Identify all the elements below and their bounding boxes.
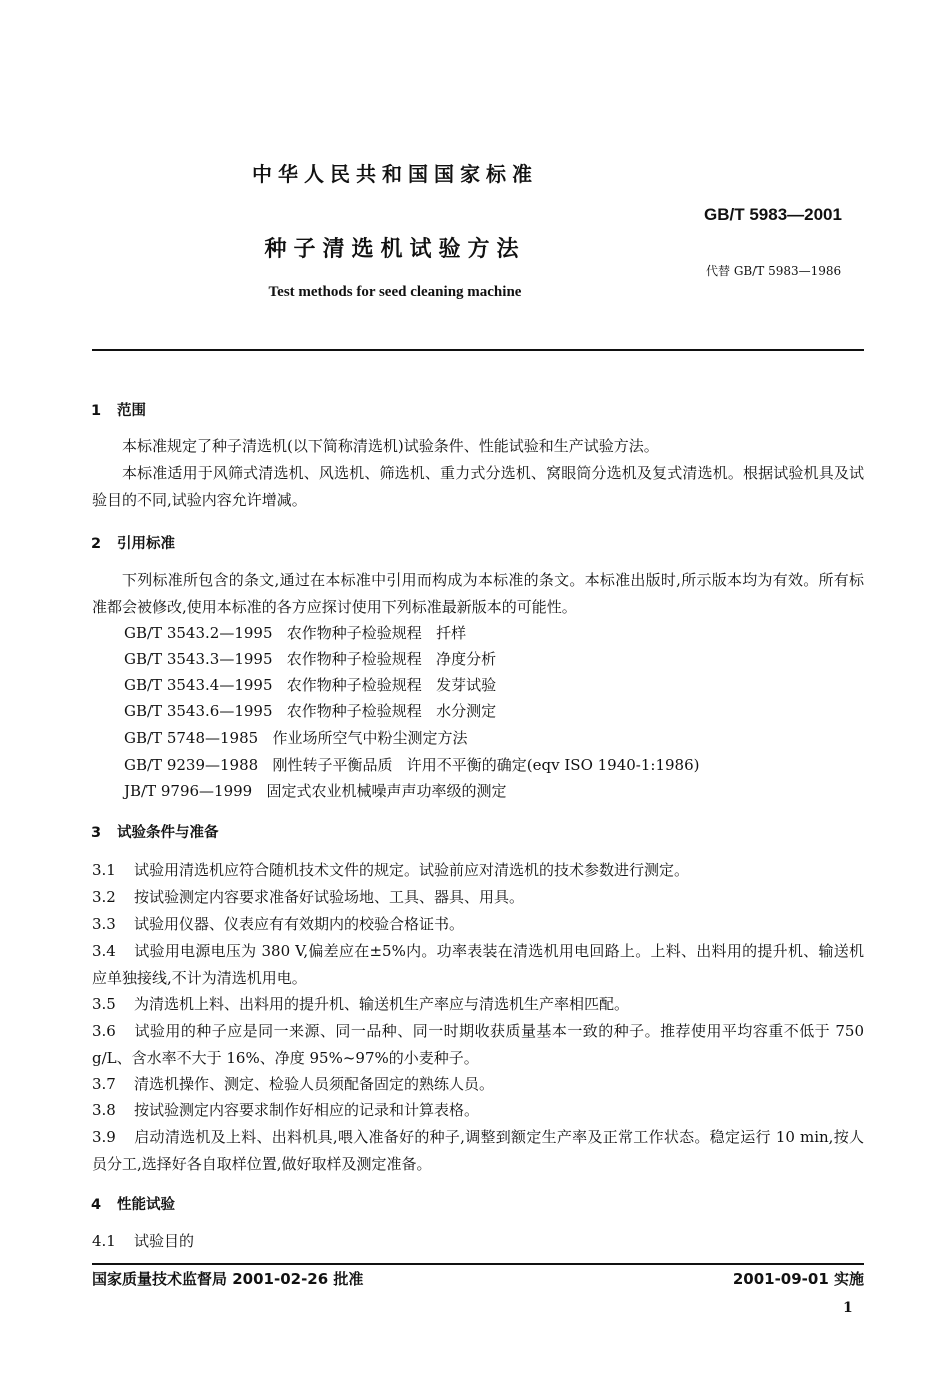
section-2-heading bbox=[91, 532, 175, 553]
section-2-paragraph-1: 下列标准所包含的条文,通过在本标准中引用而构成为本标准的条文。本标准出版时,所示版本均为有效。所有标准都会被修改,使用本标准的各方应探讨使用下列标准最新版本的可能性。 bbox=[92, 571, 864, 616]
document-title-english: Test methods for seed cleaning machine bbox=[268, 284, 522, 300]
reference-standard: JB/T 9796—1999 固定式农业机械噪声声功率级的测定 bbox=[124, 782, 507, 800]
section-title: 试验条件与准备 bbox=[117, 825, 219, 841]
reference-standard: GB/T 3543.6—1995 农作物种子检验规程 水分测定 bbox=[124, 702, 497, 720]
footer-divider bbox=[92, 1263, 864, 1265]
clause-item: 3.3 试验用仪器、仪表应有有效期内的校验合格证书。 bbox=[92, 915, 465, 933]
section-title: 性能试验 bbox=[117, 1197, 175, 1213]
standard-number: GB/T 5983—2001 bbox=[704, 205, 842, 224]
section-number: 4 bbox=[91, 1197, 102, 1213]
section-number: 3 bbox=[91, 825, 102, 841]
section-number: 1 bbox=[91, 403, 102, 419]
standard-organization: 中华人民共和国国家标准 bbox=[252, 162, 538, 186]
section-title: 引用标准 bbox=[117, 536, 175, 552]
section-1-paragraph-1: 本标准规定了种子清选机(以下简称清选机)试验条件、性能试验和生产试验方法。 bbox=[122, 437, 659, 455]
clause-item: 3.5 为清选机上料、出料用的提升机、输送机生产率应与清选机生产率相匹配。 bbox=[92, 995, 630, 1013]
page-number: 1 bbox=[843, 1300, 853, 1316]
section-3-heading bbox=[91, 821, 219, 842]
reference-standard: GB/T 3543.3—1995 农作物种子检验规程 净度分析 bbox=[124, 650, 497, 668]
reference-standard: GB/T 3543.2—1995 农作物种子检验规程 扦样 bbox=[124, 624, 467, 642]
clause-item: 3.6 试验用的种子应是同一来源、同一品种、同一时期收获质量基本一致的种子。推荐使用平均容重不低于 750 g/L、含水率不大于 16%、净度 95%~97%的小麦种子。 bbox=[92, 1022, 864, 1067]
clause-item: 3.9 启动清选机及上料、出料机具,喂入准备好的种子,调整到额定生产率及正常工作状态。稳定运行 10 min,按人员分工,选择好各自取样位置,做好取样及测定准备。 bbox=[92, 1128, 864, 1173]
reference-standard: GB/T 9239—1988 刚性转子平衡品质 许用不平衡的确定(eqv ISO 1940-1:1986) bbox=[124, 756, 700, 774]
clause-item: 3.8 按试验测定内容要求制作好相应的记录和计算表格。 bbox=[92, 1101, 480, 1119]
replaces-standard: 代替 GB/T 5983—1986 bbox=[706, 264, 842, 278]
section-number: 2 bbox=[91, 536, 102, 552]
reference-standard: GB/T 3543.4—1995 农作物种子检验规程 发芽试验 bbox=[124, 676, 497, 694]
section-1-heading bbox=[91, 399, 146, 420]
header-divider bbox=[92, 349, 864, 351]
reference-standard: GB/T 5748—1985 作业场所空气中粉尘测定方法 bbox=[124, 729, 468, 747]
subsection-4-1: 4.1 试验目的 bbox=[92, 1232, 195, 1250]
section-title: 范围 bbox=[117, 403, 146, 419]
approval-line: 国家质量技术监督局 2001-02-26 批准 bbox=[92, 1270, 364, 1288]
clause-item: 3.2 按试验测定内容要求准备好试验场地、工具、器具、用具。 bbox=[92, 888, 525, 906]
section-4-heading bbox=[91, 1193, 175, 1214]
document-title-chinese: 种子清选机试验方法 bbox=[264, 237, 526, 262]
implementation-date: 2001-09-01 实施 bbox=[732, 1270, 864, 1288]
section-1-paragraph-2: 本标准适用于风筛式清选机、风选机、筛选机、重力式分选机、窝眼筒分选机及复式清选机。根据试验机具及试验目的不同,试验内容允许增减。 bbox=[92, 464, 864, 509]
clause-item: 3.4 试验用电源电压为 380 V,偏差应在±5%内。功率表装在清选机用电回路上。上料、出料用的提升机、输送机应单独接线,不计为清选机用电。 bbox=[92, 942, 864, 987]
clause-item: 3.1 试验用清选机应符合随机技术文件的规定。试验前应对清选机的技术参数进行测定。 bbox=[92, 861, 690, 879]
clause-item: 3.7 清选机操作、测定、检验人员须配备固定的熟练人员。 bbox=[92, 1075, 495, 1093]
